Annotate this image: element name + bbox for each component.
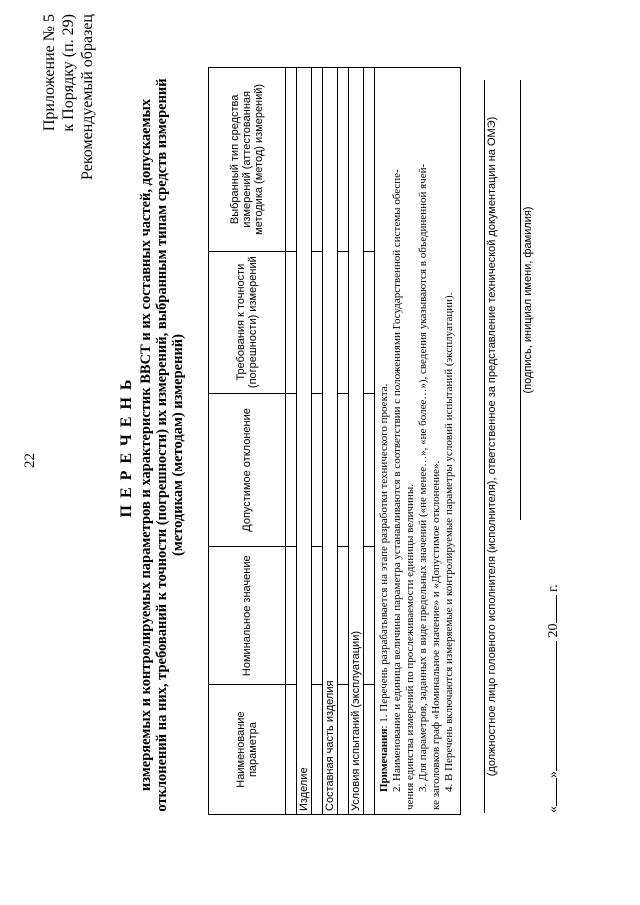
section-row-product xyxy=(297,68,312,815)
signature-line-name xyxy=(520,80,521,520)
subtitle-line-3: (методикам (методам) измерений) xyxy=(170,334,186,556)
note-1 xyxy=(378,72,391,810)
year-suffix: г. xyxy=(546,584,561,592)
table-cell xyxy=(338,251,349,393)
appendix-reference: к Порядку (п. 29) xyxy=(60,14,77,132)
table-cell xyxy=(364,685,375,815)
month-blank xyxy=(544,641,557,771)
subtitle-line-2: отклонений на них, требований к точности (погрешности) их измерений, выбранным типам средств измерений xyxy=(154,78,170,812)
table-cell xyxy=(286,251,297,393)
table-cell xyxy=(286,685,297,815)
page-number: 22 xyxy=(22,453,38,468)
year-blank xyxy=(544,596,557,624)
caption-official: (должностное лицо головного исполнителя (исполнителя), ответственное за представление технической документации на ОМЭ) xyxy=(486,116,498,777)
table-row xyxy=(364,68,375,815)
table-cell xyxy=(364,251,375,393)
table-cell xyxy=(286,547,297,685)
table-cell xyxy=(312,547,323,685)
note-3: 3. Для параметров, заданных в виде предельных значений («не менее…», «не более…»), сведения указываются в объединенной ячей- xyxy=(417,163,429,792)
section-row-conditions xyxy=(349,68,364,815)
day-blank xyxy=(544,778,557,806)
appendix-number: Приложение № 5 xyxy=(41,14,58,132)
table-cell xyxy=(338,68,349,252)
note-4: 4. В Перечень включаются измеряемые и контролируемые параметры условий испытаний (эксплуатации). xyxy=(443,292,455,792)
table-row xyxy=(312,68,323,815)
note-2: 2. Наименование и единица величины параметра устанавливаются в соответствии с положениями Государственной системы обеспе- xyxy=(391,169,403,792)
table-cell xyxy=(364,68,375,252)
table-cell xyxy=(286,393,297,547)
table-cell xyxy=(286,68,297,252)
document-subtitle xyxy=(138,65,186,825)
table-cell xyxy=(338,547,349,685)
subtitle-line-1: измеряемых и контролируемых параметров и характеристик ВВСТ и их составных частей, допускаемых xyxy=(138,98,154,792)
year-prefix: 20 xyxy=(546,623,561,638)
note-3-continued: ке заголовков граф «Номинальное значение» и «Допустимое отклонение». xyxy=(430,460,442,810)
notes-label: Примечания xyxy=(378,728,390,792)
header-nominal-value: Номинальное значение xyxy=(209,547,286,685)
table-row xyxy=(286,68,297,815)
header-parameter-name: Наименование параметра xyxy=(209,685,286,815)
date-field xyxy=(544,584,562,813)
note-1-text: : 1. Перечень разрабатывается на этапе разработки технического проекта. xyxy=(378,383,390,729)
note-2-continued: чения единства измерений по прослеживаемости единицы величины. xyxy=(404,484,416,810)
parameters-table xyxy=(208,67,461,815)
notes-cell xyxy=(375,68,461,815)
table-cell xyxy=(338,393,349,547)
table-cell xyxy=(312,685,323,815)
appendix-header xyxy=(40,14,97,180)
appendix-status: Рекомендуемый образец xyxy=(79,14,96,180)
table-cell xyxy=(312,393,323,547)
table-cell xyxy=(364,547,375,685)
date-open-quote: « xyxy=(546,806,561,813)
header-measuring-instrument: Выбранный тип средства измерений (аттестованная методика (метод) измерений) xyxy=(209,68,286,252)
date-close-quote: » xyxy=(546,771,561,778)
header-tolerance: Допустимое отклонение xyxy=(209,393,286,547)
caption-signature: (подпись, инициал имени, фамилия) xyxy=(522,206,534,394)
section-label-component: Составная часть изделия xyxy=(323,68,338,815)
table-row xyxy=(338,68,349,815)
signature-line-official xyxy=(484,80,485,813)
table-cell xyxy=(338,685,349,815)
table-cell xyxy=(364,393,375,547)
section-label-conditions: Условия испытаний (эксплуатации) xyxy=(349,68,364,815)
section-row-component xyxy=(323,68,338,815)
section-label-product: Изделие xyxy=(297,68,312,815)
notes-row xyxy=(375,68,461,815)
table-header-row xyxy=(209,68,286,815)
table-cell xyxy=(312,251,323,393)
header-accuracy-requirements: Требования к точности (погрешности) измерений xyxy=(209,251,286,393)
table-cell xyxy=(312,68,323,252)
document-title: ПЕРЕЧЕНЬ xyxy=(118,372,135,518)
